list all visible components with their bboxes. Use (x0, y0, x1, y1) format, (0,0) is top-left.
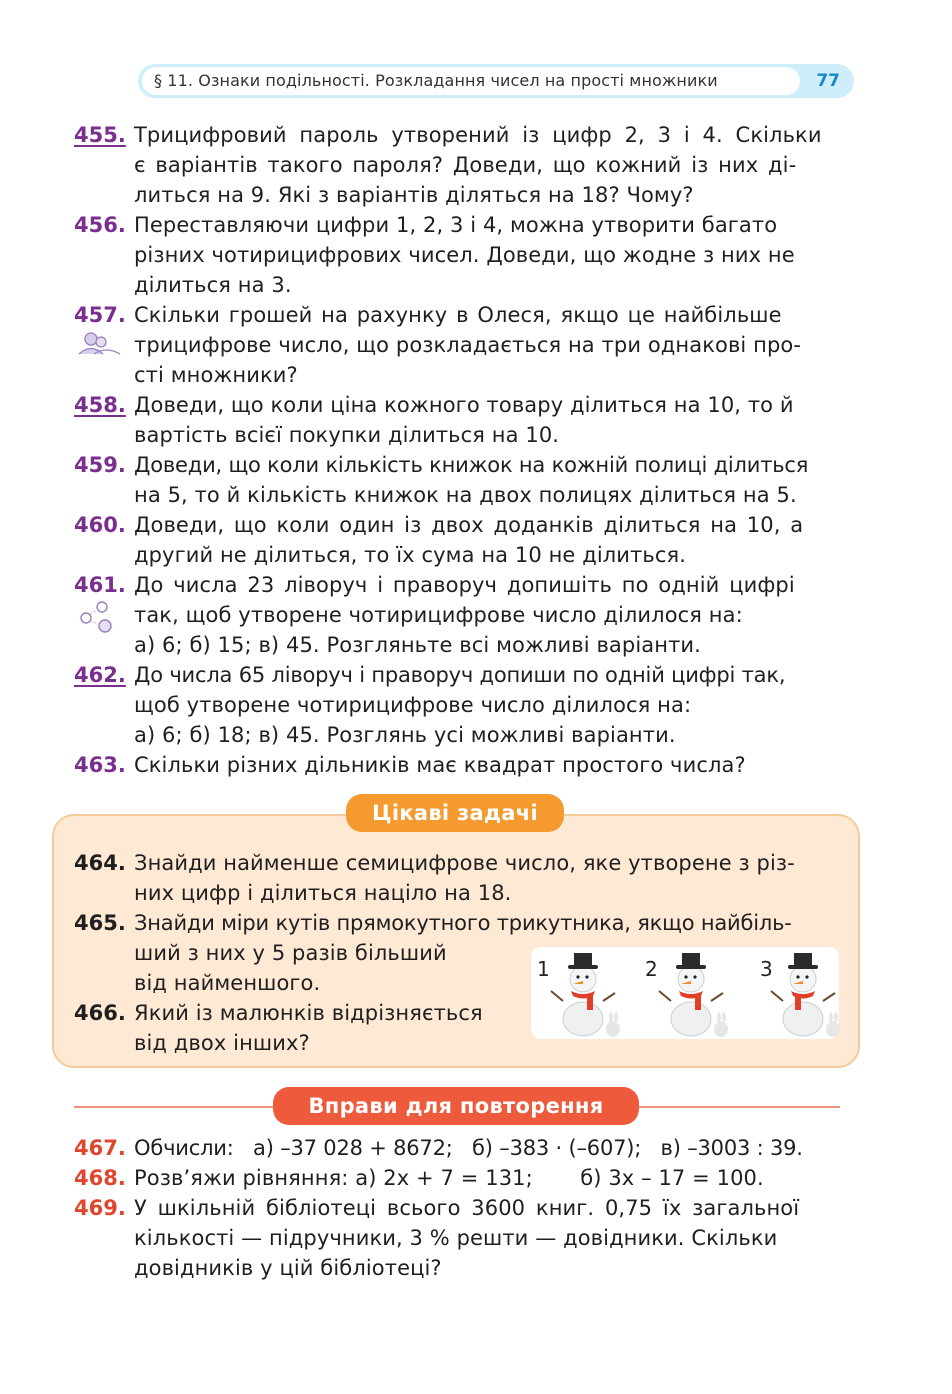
reasoning-icon (76, 600, 116, 638)
problem-464 (74, 848, 840, 908)
text-line: на 5, то й кількість книжок на двох полицях ділиться на 5. (134, 483, 797, 507)
problem-456 (74, 210, 840, 300)
problem-number: 468. (74, 1166, 126, 1190)
text-line: а) 6; б) 15; в) 45. Розгляньте всі можливі варіанти. (134, 633, 701, 657)
text-line: Доведи, що коли один із двох доданків ділиться на 10, а (134, 513, 804, 537)
figure-label-3: 3 (760, 957, 773, 981)
problem-number: 461. (74, 573, 126, 597)
text-line: Скільки різних дільників має квадрат простого числа? (134, 753, 746, 777)
problem-number: 455. (74, 123, 126, 147)
group-work-icon (76, 330, 122, 360)
problem-text (134, 1163, 840, 1193)
problem-text (134, 390, 840, 450)
problem-number: 466. (74, 1001, 126, 1025)
problem-text (134, 120, 840, 210)
problem-number: 459. (74, 453, 126, 477)
interesting-tasks-heading: Цікаві задачі (346, 794, 564, 832)
text-line: Доведи, що коли ціна кожного товару ділиться на 10, то й (134, 393, 794, 417)
problem-text (134, 210, 840, 300)
text-line: другий не ділиться, то їх сума на 10 не ділиться. (134, 543, 687, 567)
text-line: ший з них у 5 разів більший (134, 941, 447, 965)
text-line: Знайди найменше семицифрове число, яке утворене з різ- (134, 851, 795, 875)
problem-number: 464. (74, 851, 126, 875)
text-line: є варіантів такого пароля? Доведи, що кожний із них ді- (134, 153, 797, 177)
section-title: § 11. Ознаки подільності. Розкладання чисел на прості множники (142, 67, 800, 95)
problem-number: 462. (74, 663, 126, 687)
text-line: У шкільній бібліотеці всього 3600 книг. 0,75 їх загальної (134, 1196, 800, 1220)
problem-460 (74, 510, 840, 570)
problem-467 (74, 1133, 840, 1163)
running-header (138, 64, 854, 98)
text-line: них цифр і ділиться націло на 18. (134, 881, 512, 905)
problem-number: 460. (74, 513, 126, 537)
snowman-3-icon (767, 949, 847, 1039)
text-line: литься на 9. Які з варіантів діляться на 18? Чому? (134, 183, 694, 207)
problem-text (134, 300, 840, 390)
problem-457 (74, 300, 840, 390)
snowmen-figure (531, 947, 839, 1039)
problem-text (134, 750, 840, 780)
text-line: Скільки грошей на рахунку в Олеся, якщо це найбільше (134, 303, 782, 327)
text-line: довідників у цій бібліотеці? (134, 1256, 442, 1280)
text-line: від двох інших? (134, 1031, 310, 1055)
problem-458 (74, 390, 840, 450)
review-exercises-heading: Вправи для повторення (273, 1087, 639, 1125)
text-line: Обчисли: а) –37 028 + 8672; б) –383 · (–607); в) –3003 : 39. (134, 1136, 803, 1160)
text-line: ділиться на 3. (134, 273, 292, 297)
problem-number: 456. (74, 213, 126, 237)
text-line: сті множники? (134, 363, 298, 387)
problem-text (134, 660, 840, 750)
problem-number: 463. (74, 753, 126, 777)
text-line: Доведи, що коли кількість книжок на кожній полиці ділиться (134, 453, 809, 477)
problem-461 (74, 570, 840, 660)
text-line: Який із малюнків відрізняється (134, 1001, 483, 1025)
problem-text (134, 1193, 840, 1283)
problem-text (134, 450, 840, 510)
problem-463 (74, 750, 840, 780)
snowman-1-icon (547, 949, 627, 1039)
problem-462 (74, 660, 840, 750)
problem-text (134, 510, 840, 570)
problem-number: 457. (74, 303, 126, 327)
text-line: Трицифровий пароль утворений із цифр 2, 3 і 4. Скільки (134, 123, 822, 147)
problem-text (134, 1133, 840, 1163)
problem-468 (74, 1163, 840, 1193)
problem-number: 458. (74, 393, 126, 417)
text-line: від найменшого. (134, 971, 321, 995)
text-line: різних чотирицифрових чисел. Доведи, що жодне з них не (134, 243, 795, 267)
problem-number: 469. (74, 1196, 126, 1220)
text-line: а) 6; б) 18; в) 45. Розглянь усі можливі варіанти. (134, 723, 676, 747)
problem-text (134, 848, 840, 908)
figure-label-1: 1 (537, 957, 550, 981)
text-line: кількості — підручники, 3 % решти — довідники. Скільки (134, 1226, 778, 1250)
text-line: Переставляючи цифри 1, 2, 3 і 4, можна утворити багато (134, 213, 778, 237)
text-line: До числа 65 ліворуч і праворуч допиши по одній цифрі так, (134, 663, 786, 687)
problem-text (134, 570, 840, 660)
problem-number: 467. (74, 1136, 126, 1160)
text-line: трицифрове число, що розкладається на три однакові про- (134, 333, 802, 357)
text-line: Знайди міри кутів прямокутного трикутника, якщо найбіль- (134, 911, 792, 935)
problem-number: 465. (74, 911, 126, 935)
problem-459 (74, 450, 840, 510)
figure-label-2: 2 (645, 957, 658, 981)
problem-455 (74, 120, 840, 210)
text-line: вартість всієї покупки ділиться на 10. (134, 423, 560, 447)
problem-469 (74, 1193, 840, 1283)
page-number: 77 (816, 71, 840, 91)
text-line: До числа 23 ліворуч і праворуч допишіть по одній цифрі (134, 573, 795, 597)
text-line: Розв’яжи рівняння: а) 2x + 7 = 131; б) 3x – 17 = 100. (134, 1166, 764, 1190)
text-line: щоб утворене чотирицифрове число ділилося на: (134, 693, 692, 717)
snowman-2-icon (655, 949, 735, 1039)
text-line: так, щоб утворене чотирицифрове число ділилося на: (134, 603, 743, 627)
